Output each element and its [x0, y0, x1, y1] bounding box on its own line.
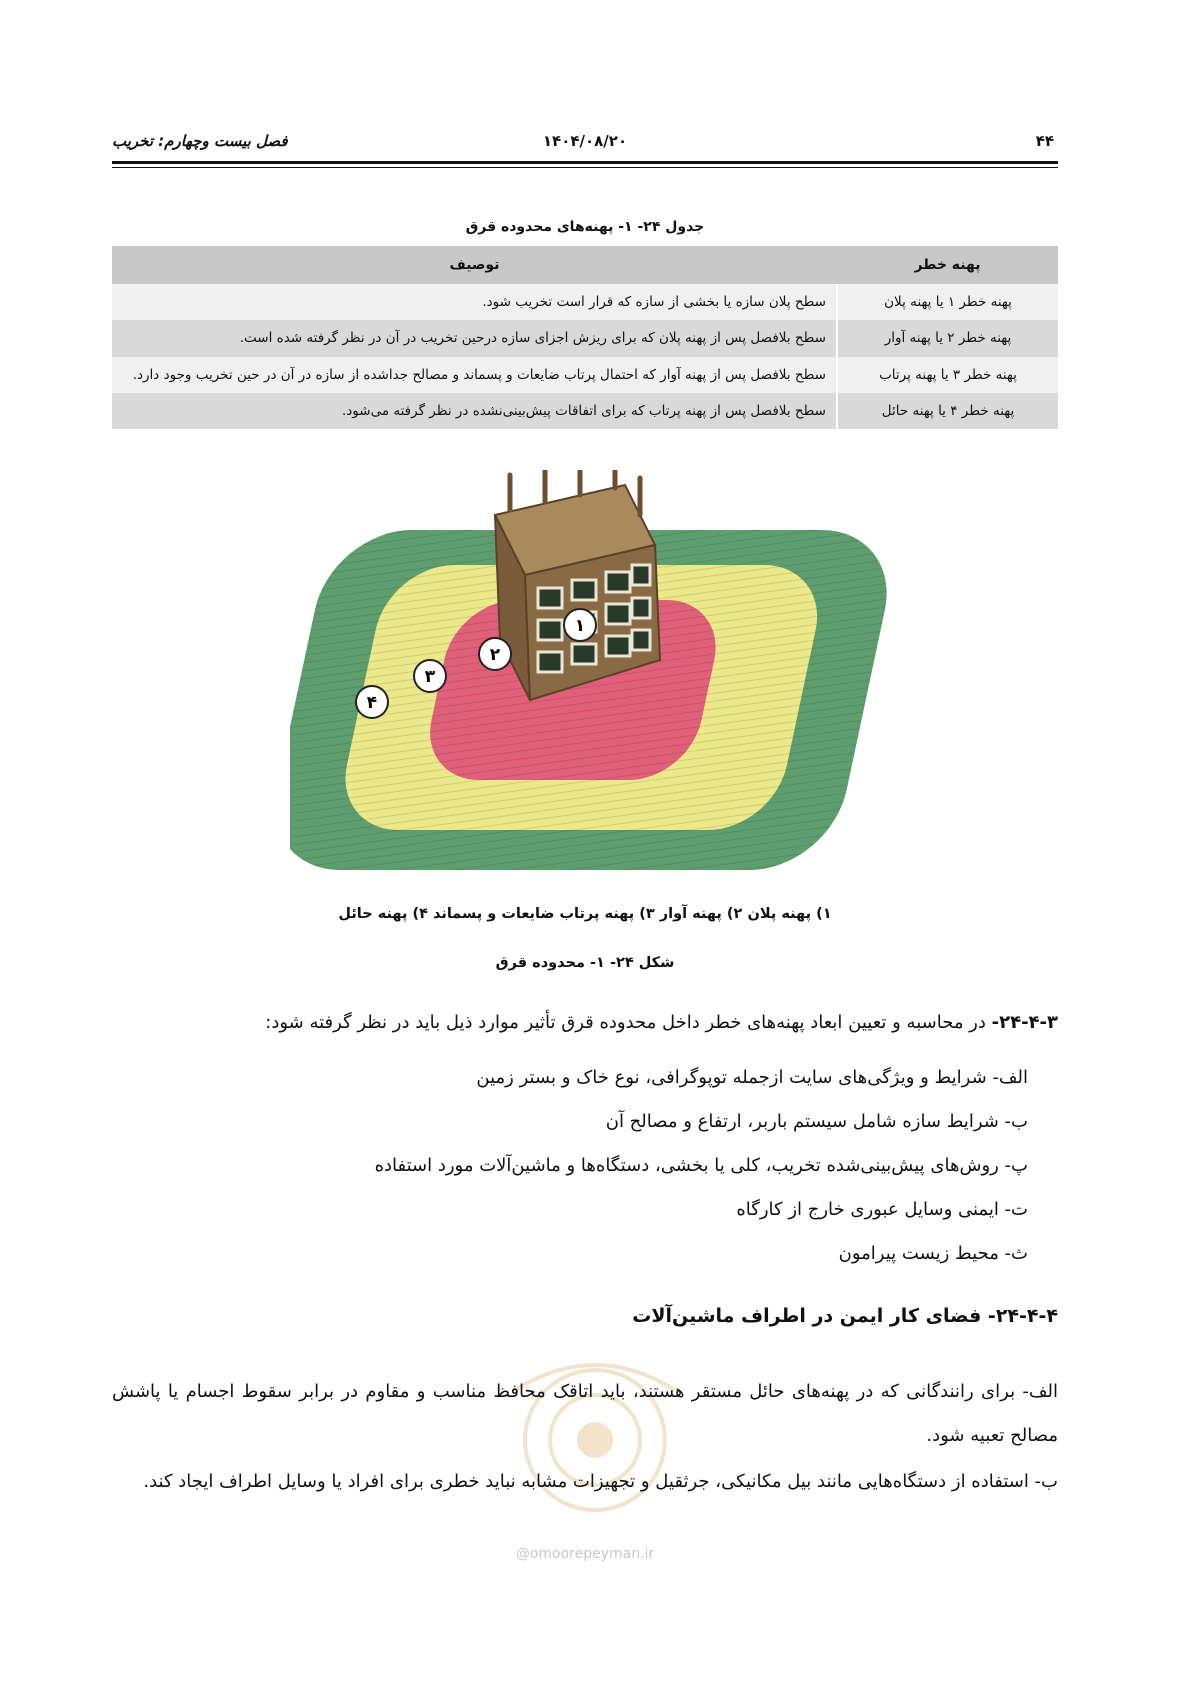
section-3-list [112, 1056, 1058, 1276]
building-structure [495, 470, 660, 700]
svg-text:۳: ۳ [424, 667, 436, 687]
table-row [112, 284, 1058, 320]
exclusion-zone-figure [290, 470, 890, 880]
zone-cell: پهنه خطر ۱ یا پهنه پلان [837, 284, 1058, 320]
chapter-title: فصل بیست وچهارم: تخریب [112, 132, 288, 150]
list-item: ب- شرایط سازه شامل سیستم باربر، ارتفاع و مصالح آن [605, 1111, 1028, 1132]
description-cell: سطح پلان سازه یا بخشی از سازه که قرار است تخریب شود. [112, 284, 837, 320]
hazard-zones-table [112, 246, 1058, 429]
zone-cell: پهنه خطر ۲ یا پهنه آوار [837, 320, 1058, 356]
list-item: ت- ایمنی وسایل عبوری خارج از کارگاه [736, 1199, 1028, 1220]
zone-cell: پهنه خطر ۴ یا پهنه حائل [837, 393, 1058, 429]
figure-legend: ۱) پهنه پلان ۲) پهنه آوار ۳) پهنه پرتاب ضایعات و پسماند ۴) پهنه حائل [338, 906, 832, 922]
zone-marker-1 [564, 609, 596, 641]
header-description: توصیف [112, 246, 837, 284]
zone-marker-2 [479, 638, 511, 670]
watermark-url: @omoorepeyman.ir [515, 1546, 655, 1562]
section-4-heading: ۲۴-۴-۴- فضای کار ایمن در اطراف ماشین‌آلات [632, 1305, 1058, 1327]
zone-marker-4 [356, 686, 388, 718]
page-number: ۴۴ [1035, 132, 1054, 150]
description-cell: سطح بلافصل پس از پهنه آوار که احتمال پرتاب ضایعات و پسماند و مصالح جداشده از سازه در آن در حین تخریب وجود دارد. [112, 357, 837, 393]
table-header-row [112, 246, 1058, 284]
header-rule-thick [112, 161, 1058, 164]
header-zone: پهنه خطر [837, 246, 1058, 284]
svg-text:۱: ۱ [574, 616, 586, 636]
section-3-intro [112, 1012, 1058, 1033]
list-item: ث- محیط زیست پیرامون [838, 1243, 1028, 1264]
header-date: ۱۴۰۴/۰۸/۲۰ [542, 132, 628, 150]
header-rule-thin [112, 167, 1058, 168]
list-item: پ- روش‌های پیش‌بینی‌شده تخریب، کلی یا بخشی، دستگاه‌ها و ماشین‌آلات مورد استفاده [374, 1155, 1028, 1176]
list-item: الف- شرایط و ویژگی‌های سایت ازجمله توپوگرافی، نوع خاک و بستر زمین [476, 1067, 1028, 1088]
section-3-text: در محاسبه و تعیین ابعاد پهنه‌های خطر داخل محدوده قرق تأثیر موارد ذیل باید در نظر گرفته شود: [265, 1012, 992, 1033]
section-3-number: ۲۴-۴-۳- [991, 1012, 1058, 1033]
svg-text:۲: ۲ [489, 645, 501, 665]
section-4-paragraph-a: الف- برای رانندگانی که در پهنه‌های حائل مستقر هستند، باید اتاقک محافظ مناسب و مقاوم در برابر سقوط اجسام یا پاشش مصالح تعبیه شود. [112, 1381, 1058, 1446]
table-row [112, 320, 1058, 356]
table-row [112, 393, 1058, 429]
table-caption: جدول ۲۴- ۱- پهنه‌های محدوده قرق [465, 219, 705, 235]
description-cell: سطح بلافصل پس از پهنه پرتاب که برای اتفاقات پیش‌بینی‌نشده در نظر گرفته می‌شود. [112, 393, 837, 429]
section-4-paragraph-b: ب- استفاده از دستگاه‌هایی مانند بیل مکانیکی، جرثقیل و تجهیزات مشابه نباید خطری برای افراد یا وسایل اطراف ایجاد کند. [143, 1471, 1058, 1492]
figure-caption: شکل ۲۴- ۱- محدوده قرق [495, 955, 675, 971]
zone-marker-3 [414, 660, 446, 692]
svg-text:۴: ۴ [366, 693, 378, 713]
description-cell: سطح بلافصل پس از پهنه پلان که برای ریزش اجزای سازه درحین تخریب در آن در نظر گرفته شده است. [112, 320, 837, 356]
zone-cell: پهنه خطر ۳ یا پهنه پرتاب [837, 357, 1058, 393]
page-header [112, 128, 1058, 158]
table-row [112, 357, 1058, 393]
